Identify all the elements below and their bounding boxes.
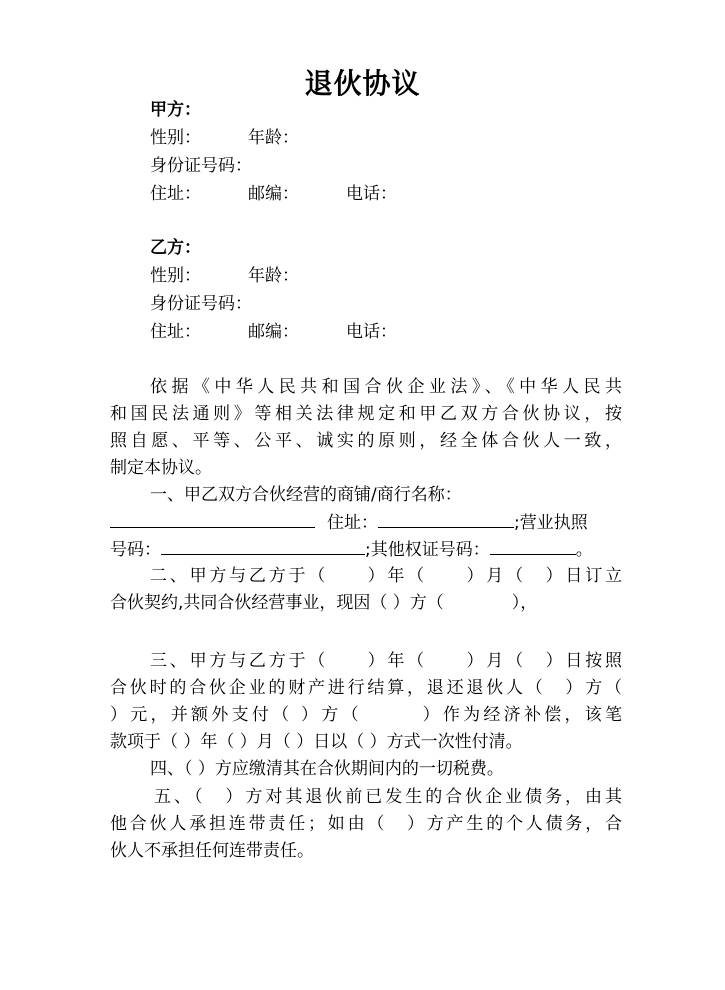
address-blank[interactable]	[378, 509, 514, 528]
document-title: 退伙协议	[304, 67, 421, 100]
clause-2-line: 合伙契约,共同合伙经营事业，现因（ ）方（ ），	[110, 593, 538, 613]
party-a-postcode: 邮编：	[248, 184, 299, 204]
clause-1-intro: 一、甲乙双方合伙经营的商铺/商行名称：	[150, 485, 462, 505]
clause-1-line-2	[110, 509, 622, 536]
party-b-id: 身份证号码：	[150, 294, 252, 314]
name-blank[interactable]	[110, 509, 315, 528]
clause-1	[110, 482, 622, 563]
clause-5-line: 五、（ ）方对其退伙前已发生的合伙企业债务，由其	[154, 787, 622, 807]
clause-3	[110, 648, 622, 756]
clause-3-line: 三、甲方与乙方于（ ）年（ ）月（ ）日按照	[150, 651, 622, 671]
preamble-line: 依据《中华人民共和国合伙企业法》、《中华人民共	[150, 377, 622, 397]
party-a-id: 身份证号码：	[150, 156, 252, 176]
clause-1-line-3	[110, 536, 622, 563]
party-b-address: 住址：	[150, 322, 201, 342]
other-no-blank[interactable]	[490, 536, 576, 555]
party-a-gender: 性别：	[150, 128, 201, 148]
clause-2-line: 二、甲方与乙方于（ ）年（ ）月（ ）日订立	[150, 566, 622, 586]
party-a-phone: 电话：	[346, 184, 397, 204]
clause-3-line: 合伙时的合伙企业的财产进行结算，退还退伙人（ ）方（	[110, 678, 622, 698]
party-b-gender: 性别：	[150, 266, 201, 286]
party-a-label: 甲方：	[150, 100, 201, 120]
clause-3-line: ）元，并额外支付（ ）方（ ）作为经济补偿，该笔	[110, 705, 622, 725]
party-b-postcode: 邮编：	[248, 322, 299, 342]
clause-4-line: 四、（ ）方应缴清其在合伙期间内的一切税费。	[150, 759, 504, 779]
clause-5-line: 伙人不承担任何连带责任。	[110, 841, 314, 861]
clause-3-line: 款项于（ ）年（ ）月（ ）日以（ ）方式一次性付清。	[110, 732, 523, 752]
party-b-phone: 电话：	[346, 322, 397, 342]
clause-5	[110, 784, 622, 865]
clause-2	[110, 563, 622, 617]
preamble-line: 和国民法通则》等相关法律规定和甲乙双方合伙协议，按	[110, 404, 622, 424]
license-no-blank[interactable]	[161, 536, 365, 555]
party-a-age: 年龄：	[248, 128, 299, 148]
clause-5-line: 他合伙人承担连带责任；如由（ ）方产生的个人债务，合	[110, 814, 622, 834]
clause-1-end: 。	[575, 540, 593, 560]
clause-1-address-label: 住址：	[327, 513, 378, 533]
party-b-age: 年龄：	[248, 266, 299, 286]
clause-4	[110, 756, 622, 783]
clause-1-other-label: ;其他权证号码：	[365, 540, 490, 560]
clause-1-license-no-label: 号码：	[110, 540, 161, 560]
party-b-label: 乙方：	[150, 238, 201, 258]
clause-1-license-label: ;营业执照	[514, 513, 588, 533]
party-a-address: 住址：	[150, 184, 201, 204]
preamble-line: 制定本协议。	[110, 458, 212, 478]
preamble-line: 照自愿、平等、公平、诚实的原则，经全体合伙人一致，	[110, 431, 622, 451]
preamble	[110, 374, 622, 482]
